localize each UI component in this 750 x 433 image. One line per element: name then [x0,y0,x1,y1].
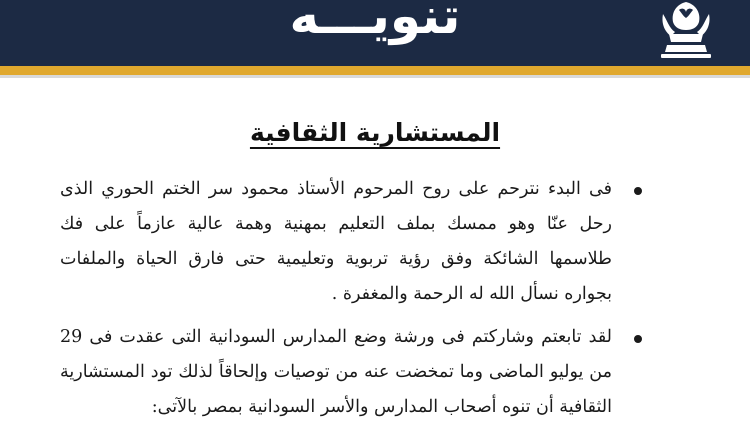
document-body [60,172,620,433]
paragraph-text: لقد تابعتم وشاركتم فى ورشة وضع المدارس السودانية التى عقدت فى 29 من يوليو الماضى وما تمخضت عنه من توصيات وإلحاقاً لذلك تود المستشارية الثقافية أن تنوه أصحاب المدارس والأسر السودانية بمصر بالآتى: [60,327,612,417]
bullet-icon [634,335,642,343]
sudan-emblem-icon [655,0,717,60]
paragraph-text: فى البدء نترحم على روح المرحوم الأستاذ محمود سر الختم الحوري الذى رحل عنّا وهو ممسك بملف التعليم بمهنية وهمة عالية عازماً على فك طلاسمها الشائكة وفق رؤية تربوية وتعليمية حتى فارق الحياة والملفات بجواره نسأل الله له الرحمة والمغفرة . [60,179,612,304]
announcement-title: تنويـــه [289,0,461,45]
bullet-icon [634,187,642,195]
paragraph [60,320,620,425]
header-banner [0,0,750,66]
accent-stripe [0,66,750,75]
paragraph [60,172,620,312]
document-title: المستشارية الثقافية [249,118,501,147]
header-divider [0,75,750,78]
